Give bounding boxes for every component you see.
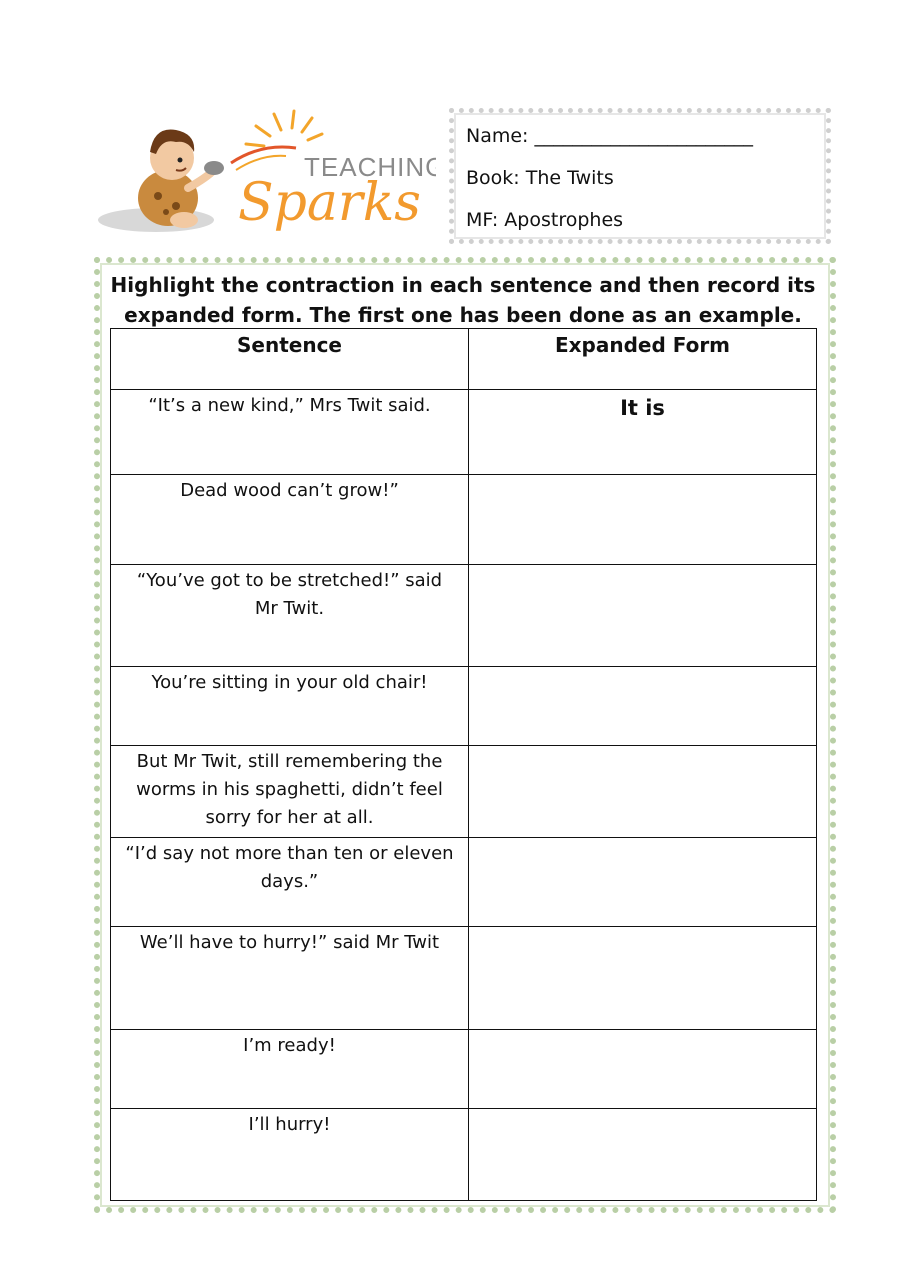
caveman-mascot-icon xyxy=(96,108,436,243)
sentence-column-header: Sentence xyxy=(111,329,469,390)
sentence-cell: “It’s a new kind,” Mrs Twit said. xyxy=(111,390,469,475)
sentence-cell: Dead wood can’t grow!” xyxy=(111,475,469,565)
table-header-row xyxy=(111,329,817,390)
expanded-form-cell[interactable] xyxy=(469,475,817,565)
sentence-cell: I’m ready! xyxy=(111,1030,469,1109)
name-line[interactable]: Name: _______________________ xyxy=(466,125,753,147)
expanded-form-cell[interactable]: It is xyxy=(469,390,817,475)
table-row xyxy=(111,1030,817,1109)
expanded-form-cell[interactable] xyxy=(469,1030,817,1109)
table-row xyxy=(111,838,817,927)
sentence-cell: We’ll have to hurry!” said Mr Twit xyxy=(111,927,469,1030)
logo-sparks-text: Sparks xyxy=(238,173,421,233)
student-info-box xyxy=(449,108,831,244)
expanded-form-column-header: Expanded Form xyxy=(469,329,817,390)
contraction-table xyxy=(110,328,817,1201)
table-row xyxy=(111,927,817,1030)
teaching-sparks-logo xyxy=(96,108,436,243)
table-row xyxy=(111,746,817,838)
sentence-cell: You’re sitting in your old chair! xyxy=(111,667,469,746)
logo-teaching-text: TEACHING xyxy=(304,152,436,182)
book-line: Book: The Twits xyxy=(466,167,614,189)
instructions-text: Highlight the contraction in each sentence and then record its expanded form. The first one has been done as an example. xyxy=(110,273,816,327)
expanded-form-cell[interactable] xyxy=(469,838,817,927)
table-row xyxy=(111,1109,817,1201)
expanded-form-cell[interactable] xyxy=(469,746,817,838)
sentence-cell: But Mr Twit, still remembering the worms in his spaghetti, didn’t feel sorry for her at all. xyxy=(111,746,469,838)
expanded-form-cell[interactable] xyxy=(469,667,817,746)
table-row xyxy=(111,475,817,565)
expanded-form-cell[interactable] xyxy=(469,565,817,667)
table-row xyxy=(111,667,817,746)
table-row xyxy=(111,565,817,667)
mf-line: MF: Apostrophes xyxy=(466,209,624,231)
sentence-cell: “You’ve got to be stretched!” said Mr Twit. xyxy=(111,565,469,667)
expanded-form-cell[interactable] xyxy=(469,1109,817,1201)
table-row xyxy=(111,390,817,475)
expanded-form-cell[interactable] xyxy=(469,927,817,1030)
sentence-cell: “I’d say not more than ten or eleven days.” xyxy=(111,838,469,927)
sentence-cell: I’ll hurry! xyxy=(111,1109,469,1201)
